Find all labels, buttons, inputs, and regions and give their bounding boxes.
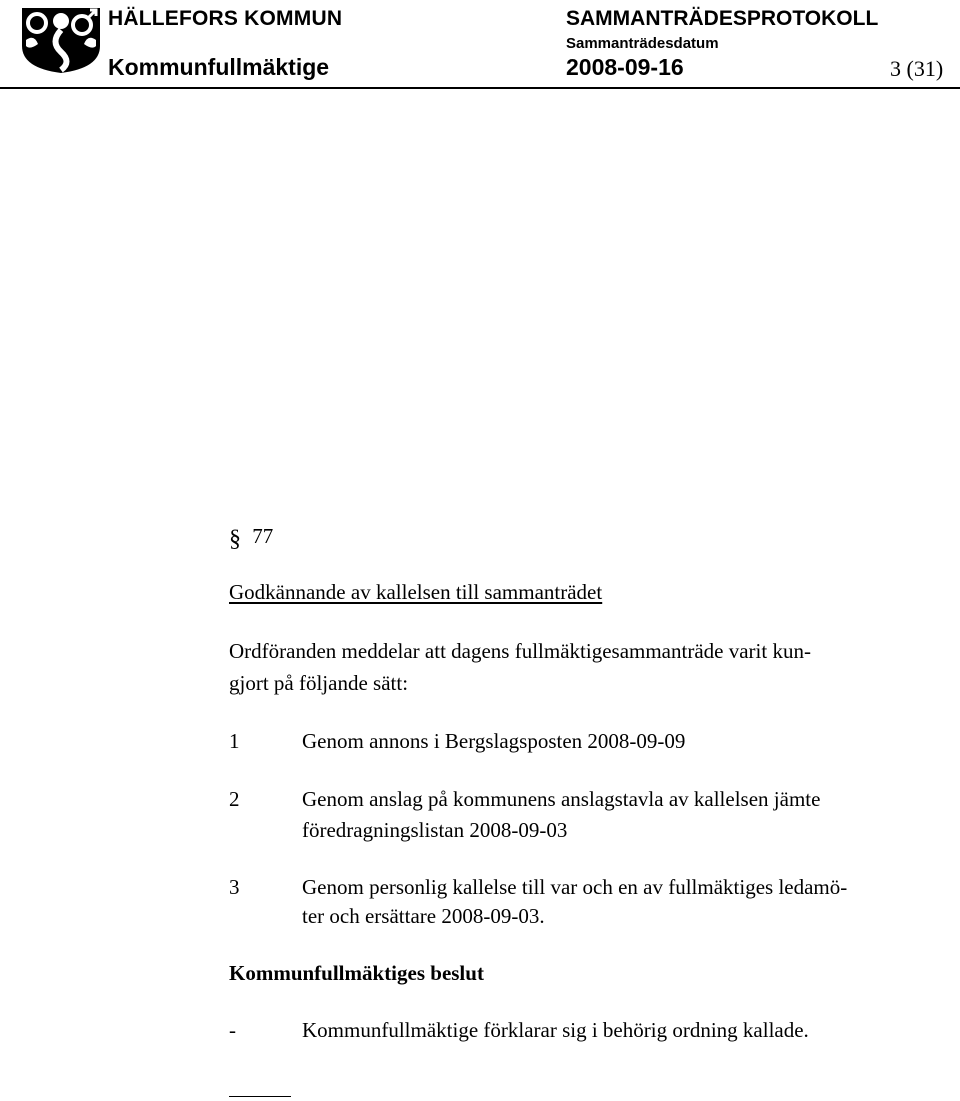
decision-heading: Kommunfullmäktiges beslut: [229, 961, 484, 985]
list-item-text: Genom anslag på kommunens anslagstavla av kallelsen jämte: [302, 787, 821, 811]
meeting-date: 2008-09-16: [566, 54, 684, 80]
list-item-text-continued: ter och ersättare 2008-09-03.: [302, 904, 545, 928]
date-label: Sammanträdesdatum: [566, 35, 719, 52]
municipality-name: HÄLLEFORS KOMMUN: [108, 7, 343, 30]
paragraph-number: [229, 524, 274, 552]
coat-of-arms-icon: [20, 6, 102, 74]
list-item-text: Genom annons i Bergslagsposten 2008-09-09: [302, 729, 686, 753]
page-number: 3 (31): [890, 56, 944, 81]
intro-line-2: gjort på följande sätt:: [229, 671, 409, 695]
list-item-text-continued: föredragningslistan 2008-09-03: [302, 818, 568, 842]
list-item-number: 2: [229, 787, 240, 811]
paragraph-number-value: 77: [252, 524, 274, 548]
signature-rule: [229, 1096, 291, 1097]
section-title: Godkännande av kallelsen till sammanträdet: [229, 580, 603, 604]
list-item-number: 3: [229, 875, 240, 899]
intro-line-1: Ordföranden meddelar att dagens fullmäktigesammanträde varit kun-: [229, 639, 811, 663]
decision-dash: -: [229, 1018, 236, 1042]
protocol-type: SAMMANTRÄDESPROTOKOLL: [566, 7, 879, 30]
paragraph-mark: §: [229, 526, 241, 552]
decision-text: Kommunfullmäktige förklarar sig i behörig ordning kallade.: [302, 1018, 809, 1042]
body-name: Kommunfullmäktige: [108, 54, 330, 80]
list-item-number: 1: [229, 729, 240, 753]
header-divider: [0, 87, 960, 89]
municipality-coat-of-arms-logo: [20, 6, 102, 74]
list-item-text: Genom personlig kallelse till var och en av fullmäktiges ledamö-: [302, 875, 848, 899]
